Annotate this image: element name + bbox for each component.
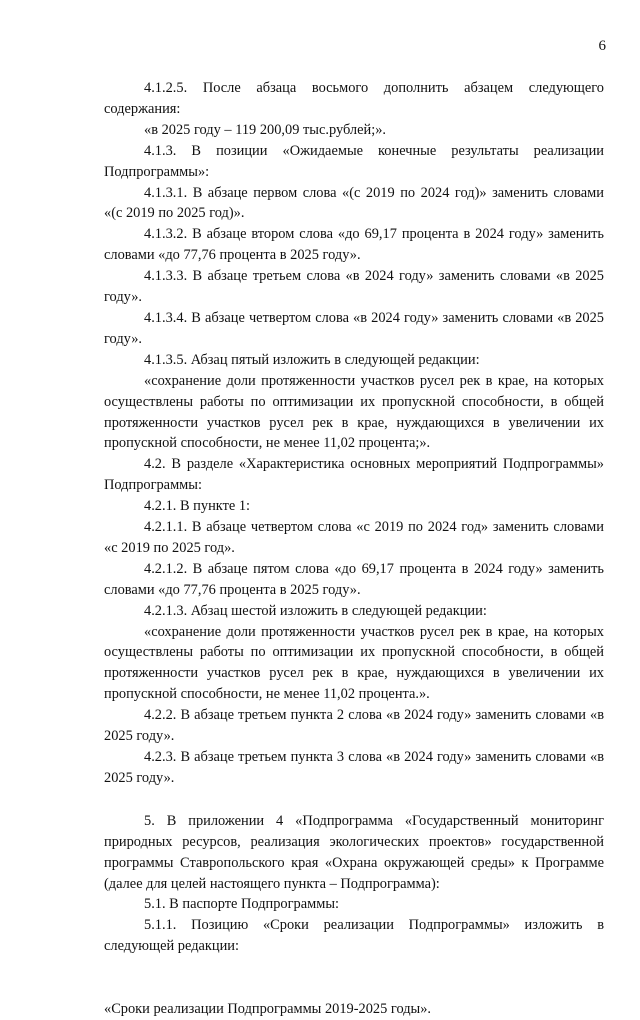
paragraph: «сохранение доли протяженности участков русел рек в крае, на которых осуществлены работы по оптимизации их пропускной способности, в общей протяженности участков русел рек в крае, нуждающихся в увеличении их пропускной способности, не менее 11,02 процента.». <box>104 623 604 703</box>
paragraph: 4.1.3.5. Абзац пятый изложить в следующей редакции: <box>144 351 480 368</box>
paragraph: 5. В приложении 4 «Подпрограмма «Государственный мониторинг природных ресурсов, реализация экологических проектов» государственной программы Ставропольского края «Охрана окружающей среды» к Программе (далее для целей настоящего пункта – Подпрограмма): <box>104 812 604 892</box>
spacer <box>104 789 604 811</box>
paragraph: 4.2.1. В пункте 1: <box>144 498 251 515</box>
page-number: 6 <box>598 38 606 54</box>
paragraph: 4.1.3.3. В абзаце третьем слова «в 2024 году» заменить словами «в 2025 году». <box>104 268 604 306</box>
paragraph: 4.2.1.2. В абзаце пятом слова «до 69,17 процента в 2024 году» заменить словами «до 77,76 процента в 2025 году». <box>104 560 604 598</box>
paragraph: 4.2.3. В абзаце третьем пункта 3 слова «в 2024 году» заменить словами «в 2025 году». <box>104 749 604 786</box>
paragraph: 4.1.3. В позиции «Ожидаемые конечные результаты реализации Подпрограммы»: <box>104 142 604 180</box>
paragraph: 4.2.2. В абзаце третьем пункта 2 слова «в 2024 году» заменить словами «в 2025 году». <box>104 707 604 745</box>
paragraph: 4.1.2.5. После абзаца восьмого дополнить абзацем следующего содержания: <box>104 80 604 117</box>
paragraph: «в 2025 году – 119 200,09 тыс.рублей;». <box>144 121 386 138</box>
paragraph: «сохранение доли протяженности участков русел рек в крае, на которых осуществлены работы по оптимизации их пропускной способности, в общей протяженности участков русел рек в крае, нуждающихся в увеличении их пропускной способности, не менее 11,02 процента;». <box>104 372 604 452</box>
paragraph: 5.1.1. Позицию «Сроки реализации Подпрограммы» изложить в следующей редакции: <box>104 917 604 955</box>
paragraph: 4.2.1.3. Абзац шестой изложить в следующей редакции: <box>144 602 487 619</box>
paragraph: 4.1.3.2. В абзаце втором слова «до 69,17 процента в 2024 году» заменить словами «до 77,76 процента в 2025 году». <box>104 226 604 264</box>
paragraph: 4.1.3.4. В абзаце четвертом слова «в 2024 году» заменить словами «в 2025 году». <box>104 309 604 347</box>
document-body <box>104 78 604 1020</box>
paragraph: 4.1.3.1. В абзаце первом слова «(с 2019 по 2024 год)» заменить словами «(с 2019 по 2025 год)». <box>104 184 604 222</box>
paragraph: 4.2.1.1. В абзаце четвертом слова «с 2019 по 2024 год» заменить словами «с 2019 по 2025 год». <box>104 519 604 556</box>
spacer <box>104 957 604 999</box>
paragraph: 4.2. В разделе «Характеристика основных мероприятий Подпрограммы» Подпрограммы: <box>104 456 604 494</box>
paragraph: 5.1. В паспорте Подпрограммы: <box>144 896 339 913</box>
paragraph: «Сроки реализации Подпрограммы 2019-2025 годы». <box>104 1001 432 1018</box>
